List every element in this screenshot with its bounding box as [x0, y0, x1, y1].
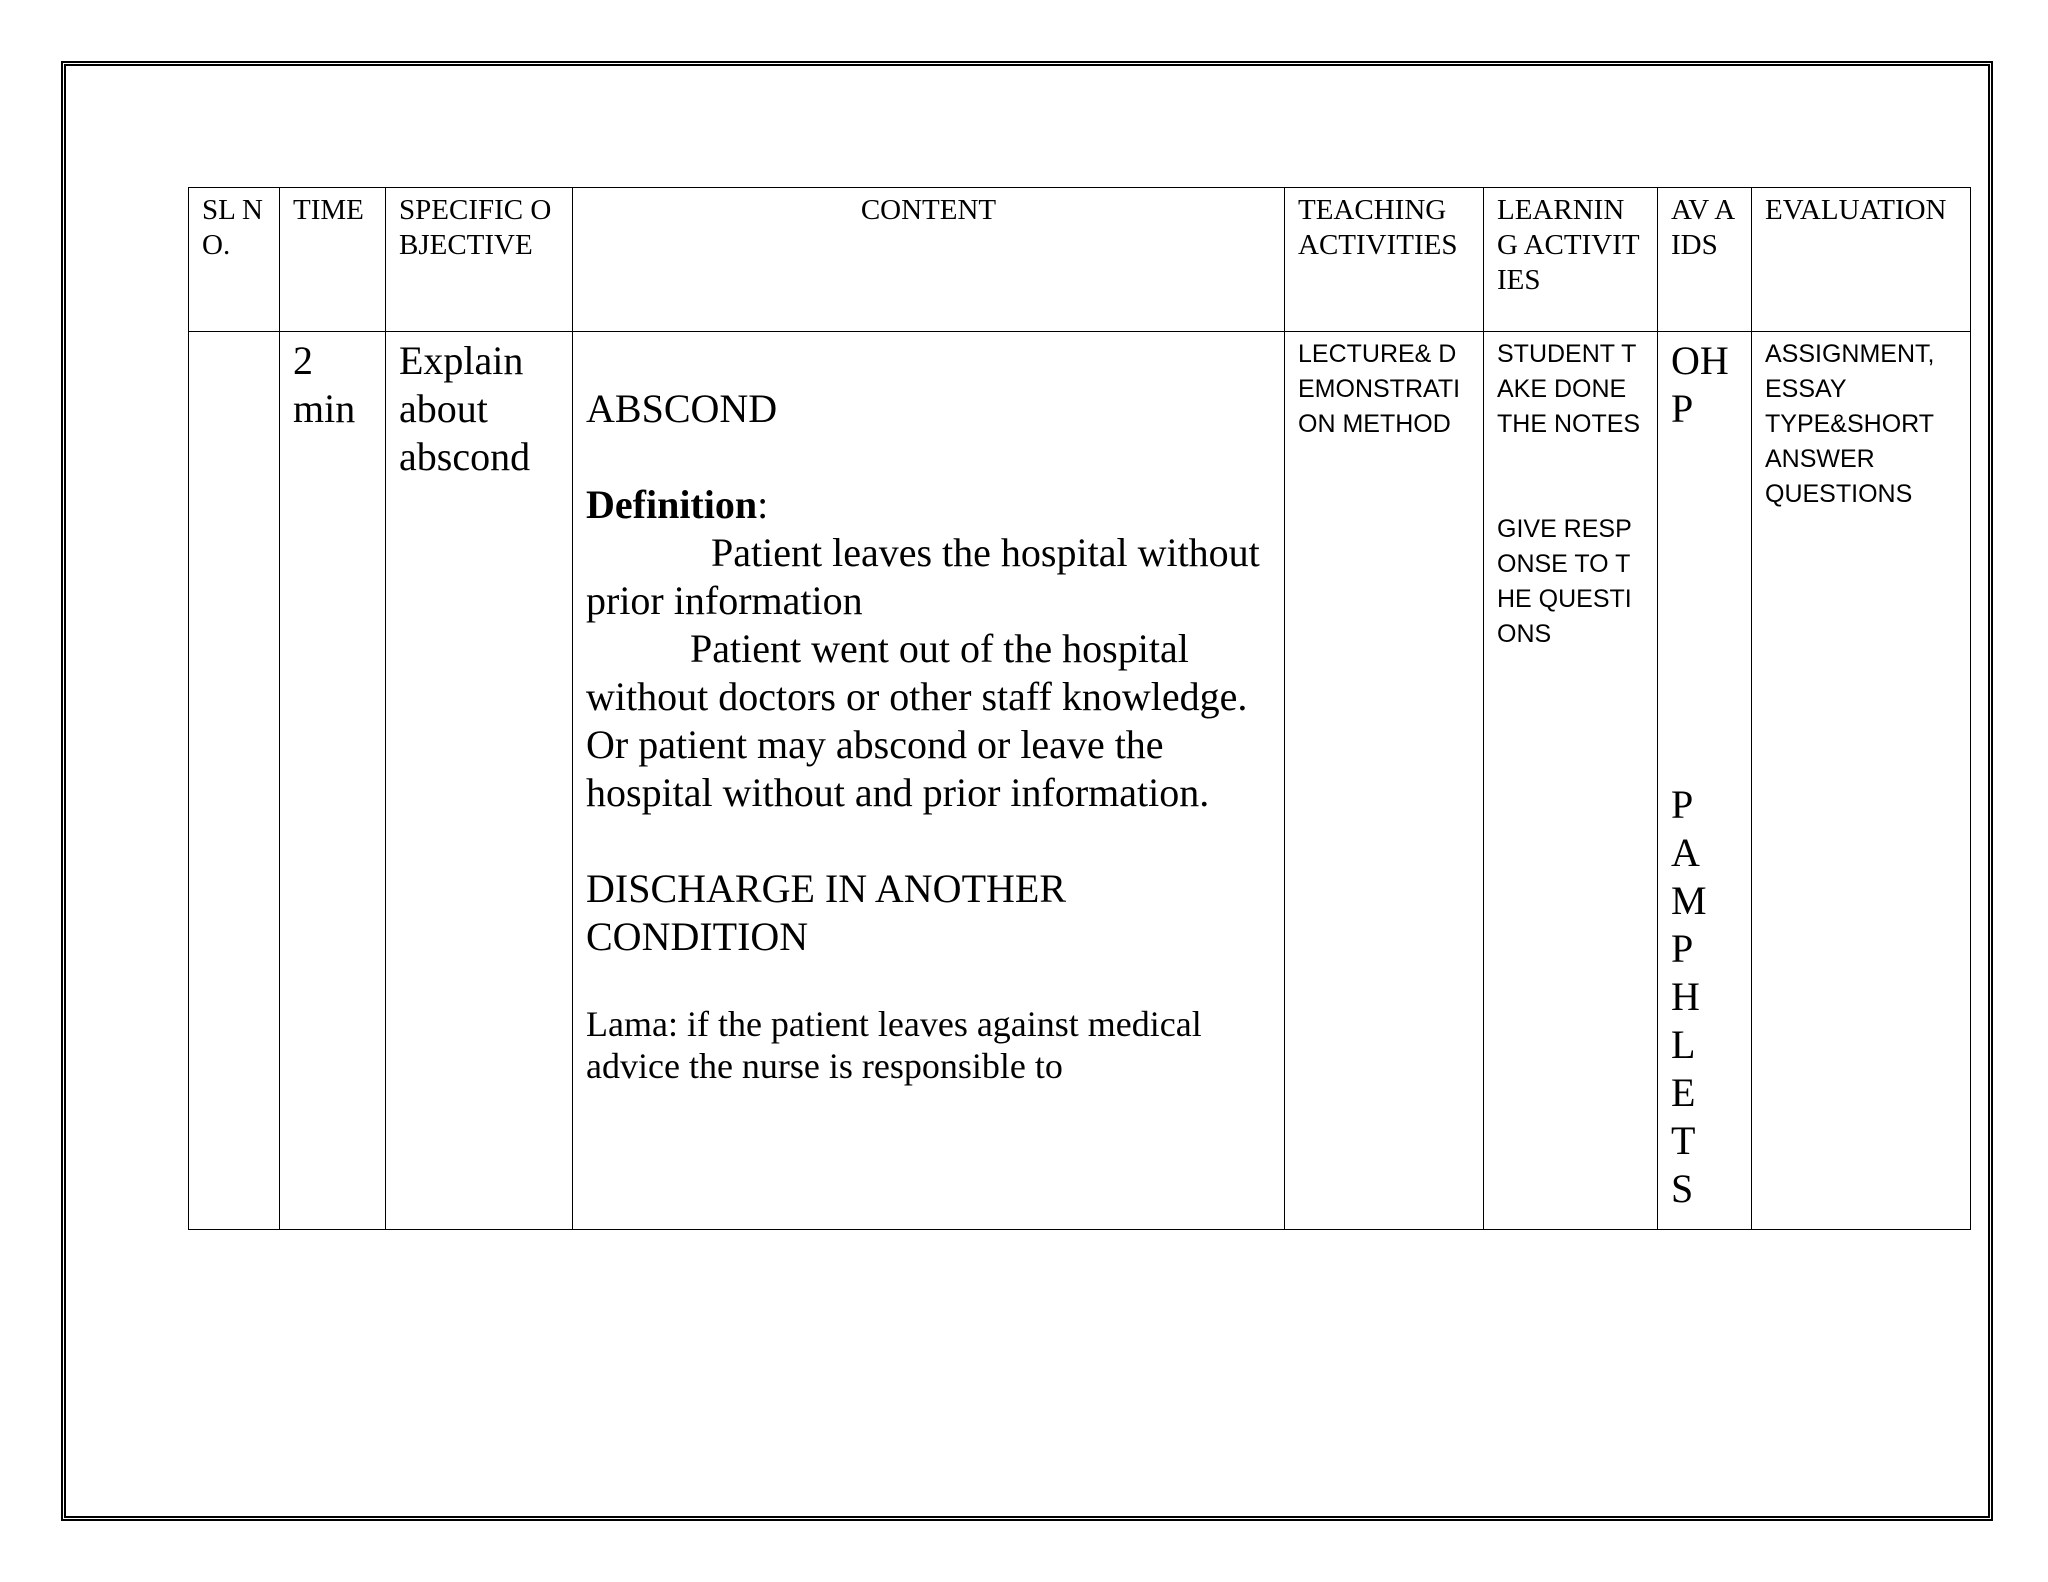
cell-specific-objective: Explain about abscond — [386, 332, 573, 1230]
cell-content — [573, 332, 1285, 1230]
content-heading-discharge: DISCHARGE IN ANOTHER CONDITION — [586, 866, 1066, 959]
av-aid-pamphlets — [1671, 781, 1738, 1213]
pamphlets-letter: M — [1671, 878, 1707, 923]
cell-evaluation: ASSIGNMENT, ESSAY TYPE&SHORT ANSWER QUESTIONS — [1752, 332, 1971, 1230]
cell-time: 2 min — [280, 332, 386, 1230]
cell-teaching-activities: LECTURE& DEMONSTRATION METHOD — [1285, 332, 1484, 1230]
header-content: CONTENT — [573, 188, 1285, 332]
cell-sl-no — [189, 332, 280, 1230]
pamphlets-letter: P — [1671, 926, 1694, 971]
header-evaluation: EVALUATION — [1752, 188, 1971, 332]
pamphlets-letter: P — [1671, 782, 1694, 827]
header-av-aids: AV AIDS — [1658, 188, 1752, 332]
lesson-plan-table — [188, 187, 1971, 1230]
pamphlets-letter: T — [1671, 1118, 1696, 1163]
table-row — [189, 332, 1971, 1230]
header-time: TIME — [280, 188, 386, 332]
content-heading-abscond: ABSCOND — [586, 386, 778, 431]
learning-item-response: GIVE RESPONSE TO THE QUESTIONS — [1497, 515, 1632, 648]
pamphlets-letter: S — [1671, 1166, 1694, 1211]
pamphlets-letter: L — [1671, 1022, 1696, 1067]
pamphlets-letter: A — [1671, 830, 1700, 875]
content-paragraph-2: Patient went out of the hospital without doctors or other staff knowledge. Or patient may abscond or leave the hospital without and prior information. — [586, 626, 1248, 815]
definition-colon: : — [757, 482, 769, 527]
definition-label: Definition — [586, 482, 758, 527]
header-specific-objective: SPECIFIC OBJECTIVE — [386, 188, 573, 332]
content-lama-text: Lama: if the patient leaves against medical advice the nurse is responsible to — [586, 1004, 1202, 1086]
learning-item-notes: STUDENT TAKE DONE THE NOTES — [1497, 340, 1641, 438]
pamphlets-letter: H — [1671, 974, 1700, 1019]
header-row — [189, 188, 1971, 332]
av-aid-ohp: OHP — [1671, 338, 1729, 431]
pamphlets-letter: E — [1671, 1070, 1696, 1115]
content-definition — [586, 481, 1271, 529]
header-sl-no: SL NO. — [189, 188, 280, 332]
cell-av-aids — [1658, 332, 1752, 1230]
header-learning-activities: LEARNING ACTIVITIES — [1484, 188, 1658, 332]
content-paragraph-1: Patient leaves the hospital without prior information — [586, 530, 1260, 623]
cell-learning-activities — [1484, 332, 1658, 1230]
header-teaching-activities: TEACHING ACTIVITIES — [1285, 188, 1484, 332]
